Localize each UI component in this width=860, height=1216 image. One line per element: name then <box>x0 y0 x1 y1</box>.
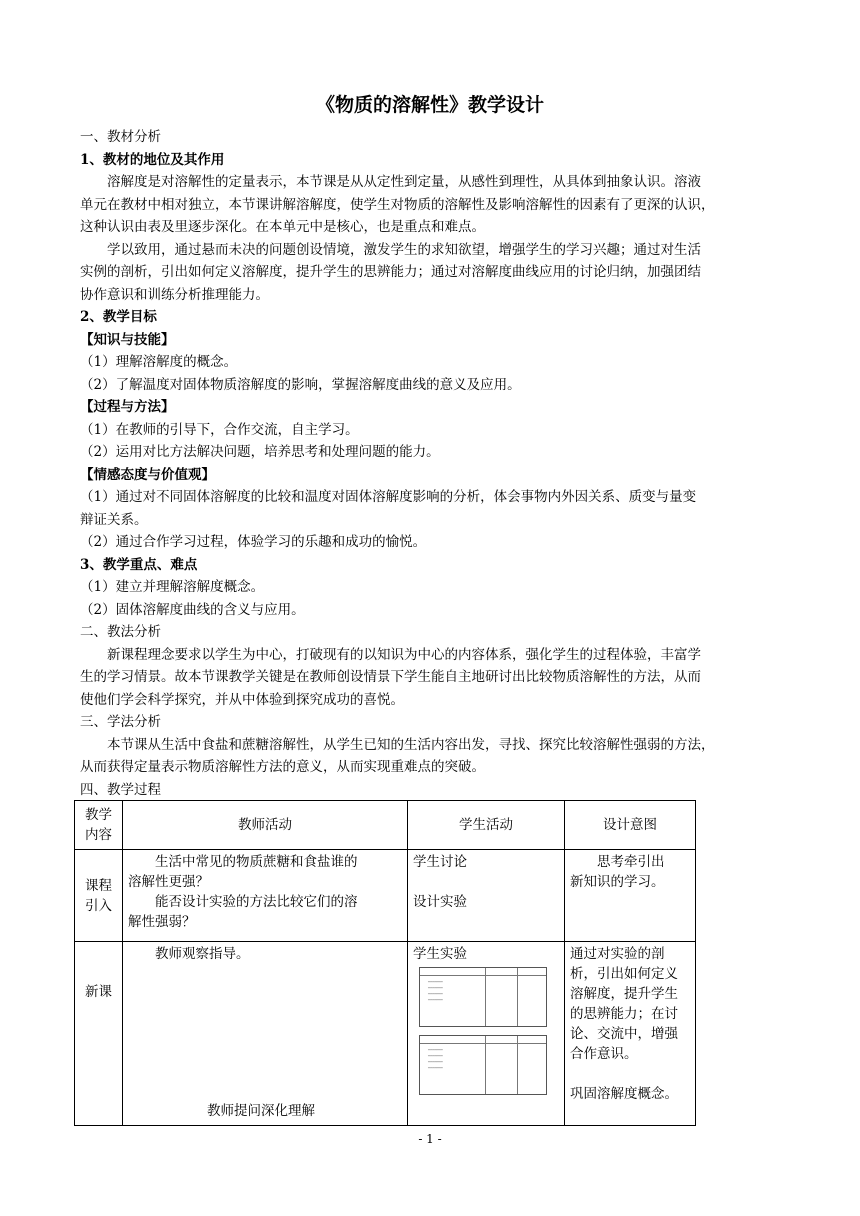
paragraph <box>80 734 780 779</box>
header-cell-content: 教学 内容 <box>75 801 123 850</box>
paragraph-line: 这种认识由表及里逐步深化。在本单元中是核心，也是重点和难点。 <box>80 219 485 235</box>
paragraph <box>80 644 780 712</box>
teaching-process-table <box>74 800 696 1126</box>
paragraph-line: 从而获得定量表示物质溶解性方法的意义，从而实现重难点的突破。 <box>80 759 485 775</box>
header-cell-teacher: 教师活动 <box>123 801 408 850</box>
goal-item: （1）理解溶解度的概念。 <box>80 354 238 370</box>
subsection-heading: 2、教学目标 <box>80 309 157 325</box>
table-row <box>75 942 696 1126</box>
key-point-item: （1）建立并理解溶解度概念。 <box>80 579 265 595</box>
table-row <box>75 850 696 942</box>
paragraph-line: 学以致用，通过悬而未决的问题创设情境，激发学生的求知欲望，增强学生的学习兴趣；通过对生活 <box>107 241 701 258</box>
table-header-row <box>75 801 696 850</box>
paragraph-line: 单元在教材中相对独立，本节课讲解溶解度，使学生对物质的溶解性及影响溶解性的因素有了更深的认识， <box>80 196 715 213</box>
header-cell-student: 学生活动 <box>408 801 565 850</box>
paragraph-line: 协作意识和训练分析推理能力。 <box>80 286 269 303</box>
teacher-activity-cell: 教师观察指导。 教师提问深化理解 <box>123 942 408 1126</box>
paragraph-line: 实例的剖析，引出如何定义溶解度，提升学生的思辨能力；通过对溶解度曲线应用的讨论归纳，加强团结 <box>80 264 701 280</box>
goal-item: （2）了解温度对固体物质溶解度的影响，掌握溶解度曲线的意义及应用。 <box>80 376 521 393</box>
section-heading: 一、教材分析 <box>80 129 161 145</box>
teacher-activity-cell: 生活中常见的物质蔗糖和食盐谁的 溶解性更强？ 能否设计实验的方法比较它们的溶 解性强弱？ <box>123 850 408 942</box>
paragraph <box>80 171 780 239</box>
experiment-worksheet-image <box>419 967 547 1095</box>
goal-item: （1）在教师的引导下，合作交流，自主学习。 <box>80 421 359 438</box>
goal-item: （2）运用对比方法解决问题，培养思考和处理问题的能力。 <box>80 444 440 460</box>
section-heading: 三、学法分析 <box>80 714 161 730</box>
paragraph-line: 本节课从生活中食盐和蔗糖溶解性，从学生已知的生活内容出发，寻找、探究比较溶解性强弱的方法， <box>107 736 715 753</box>
goal-item: 辩证关系。 <box>80 511 148 528</box>
paragraph <box>80 239 780 307</box>
row-label-cell: 课程 引入 <box>75 850 123 942</box>
design-intent-cell: 思考牵引出 新知识的学习。 <box>565 850 696 942</box>
paragraph-line: 生的学习情景。故本节课教学关键是在教师创设情景下学生能自主地研讨出比较物质溶解性的方法，从而 <box>80 669 701 685</box>
goal-category-title: 【知识与技能】 <box>80 331 175 348</box>
document-body <box>80 126 780 801</box>
paragraph-line: 新课程理念要求以学生为中心，打破现有的以知识为中心的内容体系，强化学生的过程体验，丰富学 <box>107 646 701 663</box>
worksheet-table: ━━━━━━━ ━━━━━━━ ━━━━━━━ ━━━━━━━ <box>419 1035 547 1095</box>
student-activity-cell: 学生实验 ━━━━━━━ ━━━━━━━ ━━━━━━━ ━━━━━━━ ━━━━━━━ ━━━━━━━ ━━━━━━━ ━━━━━━━ <box>408 942 565 1126</box>
row-label-cell: 新课 <box>75 942 123 1126</box>
goal-item: （1）通过对不同固体溶解度的比较和温度对固体溶解度影响的分析，体会事物内外因关系、质变与量变 <box>80 489 697 505</box>
document-title: 《物质的溶解性》教学设计 <box>315 94 544 116</box>
student-activity-cell: 学生讨论 设计实验 <box>408 850 565 942</box>
subsection-heading: 1、教材的地位及其作用 <box>80 151 225 168</box>
goal-category-title: 【过程与方法】 <box>80 399 175 415</box>
subsection-heading: 3、教学重点、难点 <box>80 556 198 573</box>
header-cell-intent: 设计意图 <box>565 801 696 850</box>
paragraph-line: 使他们学会科学探究，并从中体验到探究成功的喜悦。 <box>80 691 404 708</box>
key-point-item: （2）固体溶解度曲线的含义与应用。 <box>80 601 305 618</box>
worksheet-table: ━━━━━━━ ━━━━━━━ ━━━━━━━ ━━━━━━━ <box>419 967 547 1027</box>
design-intent-cell: 通过对实验的剖 析，引出如何定义 溶解度，提升学生 的思辨能力；在讨 论、交流中，增强 合作意识。 巩固溶解度概念。 <box>565 942 696 1126</box>
goal-category-title: 【情感态度与价值观】 <box>80 466 215 483</box>
section-heading: 四、教学过程 <box>80 781 161 798</box>
goal-item: （2）通过合作学习过程，体验学习的乐趣和成功的愉悦。 <box>80 534 427 550</box>
page-number: - 1 - <box>418 1132 442 1146</box>
paragraph-line: 溶解度是对溶解性的定量表示，本节课是从从定性到定量，从感性到理性，从具体到抽象认识。溶液 <box>107 174 701 190</box>
section-heading: 二、教法分析 <box>80 624 161 640</box>
